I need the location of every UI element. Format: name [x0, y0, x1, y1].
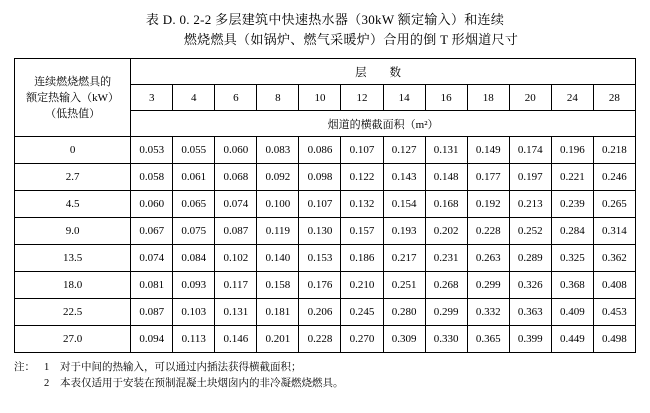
- cell: 0.265: [593, 191, 635, 218]
- cell: 0.140: [257, 245, 299, 272]
- cell: 0.093: [173, 272, 215, 299]
- cell: 0.330: [425, 326, 467, 353]
- table-row: [15, 218, 636, 245]
- cell: 0.061: [173, 164, 215, 191]
- cell: 0.176: [299, 272, 341, 299]
- cell: 0.053: [131, 137, 173, 164]
- row-header-line-2: 额定热输入（kW）: [26, 91, 120, 104]
- cell: 0.221: [551, 164, 593, 191]
- cell: 0.231: [425, 245, 467, 272]
- cell: 0.074: [215, 191, 257, 218]
- column-header-18: 18: [467, 85, 509, 111]
- cell: 0.094: [131, 326, 173, 353]
- cell: 0.196: [551, 137, 593, 164]
- table-title-line-1: 表 D. 0. 2-2 多层建筑中快速热水器（30kW 额定输入）和连续: [145, 12, 505, 27]
- cell: 0.192: [467, 191, 509, 218]
- cell: 0.280: [383, 299, 425, 326]
- notes-label: 注：: [14, 362, 35, 373]
- cell: 0.168: [425, 191, 467, 218]
- cell: 0.153: [299, 245, 341, 272]
- cell: 0.246: [593, 164, 635, 191]
- column-header-12: 12: [341, 85, 383, 111]
- cell: 0.202: [425, 218, 467, 245]
- table-title: [14, 10, 636, 50]
- cell: 0.092: [257, 164, 299, 191]
- cell: 0.055: [173, 137, 215, 164]
- cell: 0.218: [593, 137, 635, 164]
- cell: 0.074: [131, 245, 173, 272]
- cell: 0.228: [467, 218, 509, 245]
- table-row: [15, 137, 636, 164]
- cell: 0.075: [173, 218, 215, 245]
- cell: 0.299: [425, 299, 467, 326]
- cell: 0.177: [467, 164, 509, 191]
- column-header-10: 10: [299, 85, 341, 111]
- column-header-14: 14: [383, 85, 425, 111]
- table-row: [15, 245, 636, 272]
- row-header-cell: [15, 59, 131, 137]
- table-notes: [14, 360, 636, 392]
- row-header-line-3: （低热值）: [45, 107, 101, 120]
- column-header-28: 28: [593, 85, 635, 111]
- cell: 0.146: [215, 326, 257, 353]
- cell: 0.174: [509, 137, 551, 164]
- cell: 0.228: [299, 326, 341, 353]
- cell: 0.058: [131, 164, 173, 191]
- cell: 0.065: [173, 191, 215, 218]
- cell: 0.453: [593, 299, 635, 326]
- row-header-line-1: 连续燃烧燃具的: [34, 75, 112, 88]
- row-label: 27.0: [15, 326, 131, 353]
- cell: 0.252: [509, 218, 551, 245]
- cell: 0.154: [383, 191, 425, 218]
- cell: 0.309: [383, 326, 425, 353]
- column-header-3: 3: [131, 85, 173, 111]
- cell: 0.107: [341, 137, 383, 164]
- note-number: 2: [44, 378, 50, 389]
- cell: 0.086: [299, 137, 341, 164]
- cell: 0.119: [257, 218, 299, 245]
- cell: 0.239: [551, 191, 593, 218]
- row-label: 22.5: [15, 299, 131, 326]
- cell: 0.449: [551, 326, 593, 353]
- cell: 0.148: [425, 164, 467, 191]
- cell: 0.157: [341, 218, 383, 245]
- cell: 0.127: [383, 137, 425, 164]
- cell: 0.245: [341, 299, 383, 326]
- cell: 0.284: [551, 218, 593, 245]
- cell: 0.117: [215, 272, 257, 299]
- cell: 0.268: [425, 272, 467, 299]
- cell: 0.084: [173, 245, 215, 272]
- row-label: 13.5: [15, 245, 131, 272]
- table-row: [15, 191, 636, 218]
- cell: 0.325: [551, 245, 593, 272]
- group-header-cell: 层 数: [131, 59, 636, 85]
- cell: 0.363: [509, 299, 551, 326]
- cell: 0.149: [467, 137, 509, 164]
- cell: 0.365: [467, 326, 509, 353]
- cell: 0.362: [593, 245, 635, 272]
- cell: 0.143: [383, 164, 425, 191]
- cell: 0.060: [215, 137, 257, 164]
- column-header-24: 24: [551, 85, 593, 111]
- note-text: 本表仅适用于安装在预制混凝土块烟囱内的非冷凝燃烧燃具。: [60, 378, 344, 389]
- cell: 0.098: [299, 164, 341, 191]
- cell: 0.210: [341, 272, 383, 299]
- cell: 0.131: [215, 299, 257, 326]
- cell: 0.081: [131, 272, 173, 299]
- cell: 0.368: [551, 272, 593, 299]
- cell: 0.498: [593, 326, 635, 353]
- column-header-20: 20: [509, 85, 551, 111]
- flue-size-table: [14, 58, 636, 353]
- cell: 0.122: [341, 164, 383, 191]
- row-label: 4.5: [15, 191, 131, 218]
- row-label: 18.0: [15, 272, 131, 299]
- cell: 0.067: [131, 218, 173, 245]
- cell: 0.197: [509, 164, 551, 191]
- cell: 0.193: [383, 218, 425, 245]
- cell: 0.060: [131, 191, 173, 218]
- cell: 0.113: [173, 326, 215, 353]
- cell: 0.131: [425, 137, 467, 164]
- cell: 0.314: [593, 218, 635, 245]
- cell: 0.130: [299, 218, 341, 245]
- cell: 0.213: [509, 191, 551, 218]
- cell: 0.326: [509, 272, 551, 299]
- column-header-6: 6: [215, 85, 257, 111]
- column-header-4: 4: [173, 85, 215, 111]
- cell: 0.289: [509, 245, 551, 272]
- cell: 0.263: [467, 245, 509, 272]
- table-row: [15, 272, 636, 299]
- column-header-8: 8: [257, 85, 299, 111]
- table-row: [15, 326, 636, 353]
- cell: 0.107: [299, 191, 341, 218]
- cell: 0.181: [257, 299, 299, 326]
- cell: 0.270: [341, 326, 383, 353]
- row-label: 9.0: [15, 218, 131, 245]
- cell: 0.100: [257, 191, 299, 218]
- note-text: 对于中间的热输入，可以通过内插法获得横截面积；: [60, 362, 302, 373]
- row-label: 0: [15, 137, 131, 164]
- cell: 0.408: [593, 272, 635, 299]
- cell: 0.201: [257, 326, 299, 353]
- cell: 0.399: [509, 326, 551, 353]
- cell: 0.206: [299, 299, 341, 326]
- cell: 0.102: [215, 245, 257, 272]
- table-header-row-group: [15, 59, 636, 85]
- sub-header-cell: 烟道的横截面积（m²）: [131, 111, 636, 137]
- cell: 0.186: [341, 245, 383, 272]
- cell: 0.087: [131, 299, 173, 326]
- table-row: [15, 299, 636, 326]
- cell: 0.409: [551, 299, 593, 326]
- cell: 0.158: [257, 272, 299, 299]
- column-header-16: 16: [425, 85, 467, 111]
- cell: 0.103: [173, 299, 215, 326]
- cell: 0.068: [215, 164, 257, 191]
- cell: 0.132: [341, 191, 383, 218]
- table-title-line-2: 燃烧燃具（如锅炉、燃气采暖炉）合用的倒 T 形烟道尺寸: [183, 32, 519, 47]
- cell: 0.299: [467, 272, 509, 299]
- cell: 0.217: [383, 245, 425, 272]
- row-label: 2.7: [15, 164, 131, 191]
- note-item: [14, 360, 636, 376]
- cell: 0.251: [383, 272, 425, 299]
- cell: 0.087: [215, 218, 257, 245]
- cell: 0.083: [257, 137, 299, 164]
- note-number: 1: [44, 362, 50, 373]
- cell: 0.332: [467, 299, 509, 326]
- note-item: [14, 376, 636, 392]
- table-row: [15, 164, 636, 191]
